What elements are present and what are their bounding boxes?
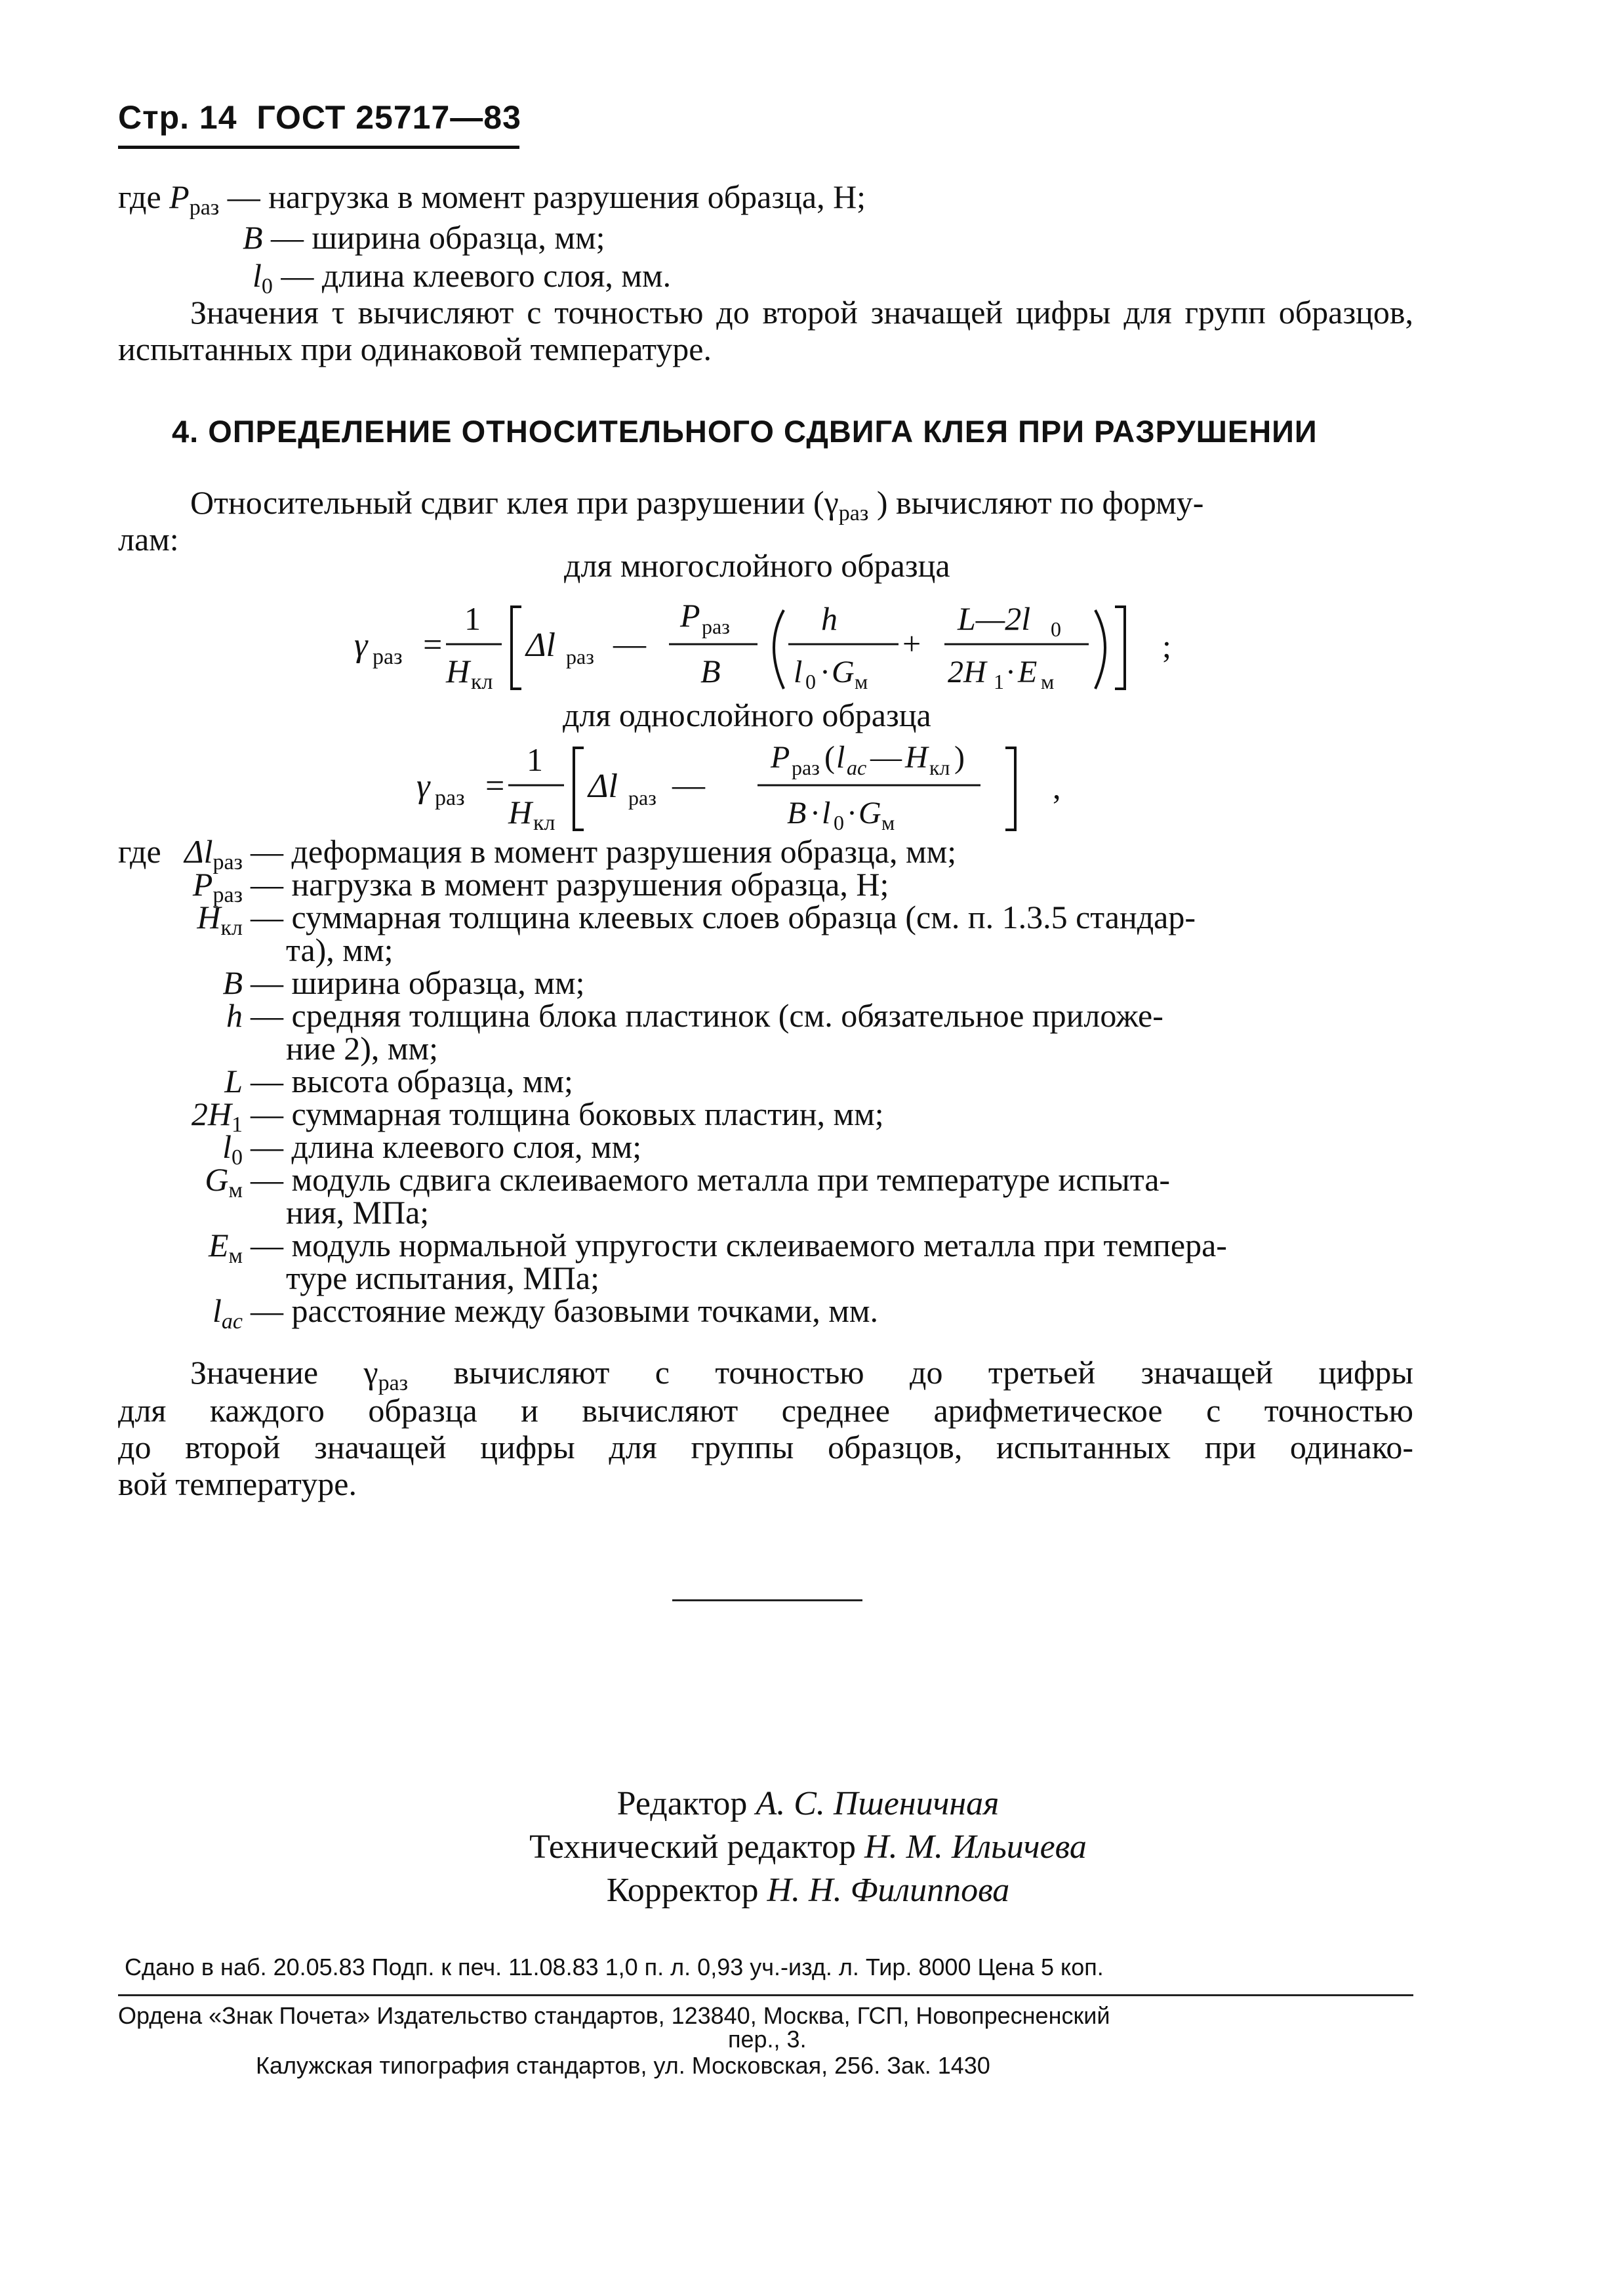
page-number: Стр. 14 bbox=[118, 99, 237, 136]
lac-sub: ac bbox=[847, 756, 867, 779]
formula1-caption: для многослойного образца bbox=[564, 547, 950, 584]
def-text: — ширина образца, мм; bbox=[251, 964, 585, 1001]
def-text: — суммарная толщина боковых пластин, мм; bbox=[251, 1096, 884, 1132]
numerator-one: 1 bbox=[464, 600, 481, 637]
def-symbol bbox=[226, 997, 243, 1038]
intro-text: Относительный сдвиг клея при разрушении (γ bbox=[190, 484, 839, 521]
def-symbol-main: B bbox=[222, 964, 243, 1001]
def-symbol bbox=[205, 1161, 243, 1202]
minus-sign: — bbox=[613, 625, 646, 662]
dot-sign: · bbox=[1005, 655, 1016, 689]
def-symbol: P bbox=[169, 178, 190, 215]
l0-symbol: l bbox=[794, 655, 803, 689]
delta-l-sub: раз bbox=[566, 645, 594, 668]
credit-role: Редактор bbox=[616, 1785, 748, 1822]
def-text: — длина клеевого слоя, мм. bbox=[281, 257, 672, 294]
final-line-1 bbox=[190, 1354, 1413, 1395]
p-symbol: P bbox=[680, 597, 700, 634]
right-bracket bbox=[1115, 607, 1125, 689]
def-symbol-main: h bbox=[226, 997, 243, 1034]
paren-open: ( bbox=[824, 740, 835, 775]
credit-role: Корректор bbox=[606, 1872, 759, 1909]
def-text: — высота образца, мм; bbox=[251, 1063, 573, 1099]
b-symbol: B bbox=[700, 653, 721, 689]
definition-continuation: та), мм; bbox=[286, 932, 394, 968]
e-sub: м bbox=[1041, 670, 1055, 693]
intro-cont: лам: bbox=[118, 521, 179, 558]
gamma-sub: раз bbox=[435, 786, 465, 810]
credit-role: Технический редактор bbox=[529, 1828, 857, 1866]
formula-multilayer bbox=[354, 590, 1220, 702]
l0-sub: 0 bbox=[805, 670, 816, 693]
hkl-symbol: H bbox=[508, 794, 533, 830]
def-text: — деформация в момент разрушения образца, мм; bbox=[251, 833, 957, 870]
hkl-symbol: H bbox=[446, 653, 470, 689]
header-rule bbox=[118, 146, 519, 149]
credit-editor bbox=[0, 1783, 1616, 1825]
separator-line bbox=[672, 1599, 862, 1601]
def-symbol-main: l bbox=[222, 1128, 232, 1165]
def-symbol-main: Δl bbox=[184, 833, 213, 870]
def-symbol-main: H bbox=[197, 899, 221, 935]
e-symbol: E bbox=[1018, 655, 1038, 689]
def-text: — длина клеевого слоя, мм; bbox=[251, 1128, 642, 1165]
def-text: — ширина образца, мм; bbox=[271, 219, 605, 256]
def-text: — модуль сдвига склеиваемого металла при температуре испыта- bbox=[251, 1161, 1171, 1198]
delta-l: Δl bbox=[588, 768, 618, 805]
standard-number: ГОСТ 25717—83 bbox=[256, 99, 521, 136]
def-symbol: B bbox=[243, 219, 263, 256]
definition-continuation: туре испытания, МПа; bbox=[286, 1260, 600, 1296]
left-bracket bbox=[574, 748, 584, 830]
g-sub: м bbox=[881, 811, 895, 834]
def-text: — нагрузка в момент разрушения образца, Н; bbox=[227, 178, 866, 215]
def-symbol-sub: кл bbox=[220, 916, 243, 940]
g-sub: м bbox=[855, 670, 868, 693]
g-symbol: G bbox=[832, 655, 855, 689]
intro-line bbox=[190, 484, 1413, 525]
def-text: — нагрузка в момент разрушения образца, Н; bbox=[251, 866, 889, 903]
lac-symbol: l bbox=[836, 740, 845, 775]
l0-symbol: l bbox=[822, 796, 831, 830]
def-symbol: l bbox=[253, 257, 262, 294]
credit-name: Н. М. Ильичева bbox=[864, 1828, 1087, 1866]
final-line-3: до второй значащей цифры для группы образцов, испытанных при одинако- bbox=[118, 1429, 1413, 1466]
final-text: Значение γ bbox=[190, 1354, 378, 1391]
formula2-caption: для однослойного образца bbox=[563, 697, 931, 733]
imprint-line-2: Ордена «Знак Почета» Издательство стандартов, 123840, Москва, ГСП, Новопресненский bbox=[118, 2002, 1110, 2029]
dot-sign: · bbox=[847, 796, 857, 830]
semicolon: ; bbox=[1162, 628, 1171, 665]
def-symbol-sub: раз bbox=[212, 883, 243, 907]
h-symbol: h bbox=[821, 600, 838, 637]
left-paren bbox=[774, 610, 784, 689]
def-text: — суммарная толщина клеевых слоев образца (см. п. 1.3.5 стандар- bbox=[251, 899, 1196, 935]
final-text-2: вычисляют с точностью до третьей значащей цифры bbox=[408, 1354, 1413, 1391]
def-symbol-sub: ac bbox=[221, 1309, 243, 1334]
l-2l0-symbol: L—2l bbox=[958, 600, 1031, 637]
credit-tech-editor bbox=[0, 1826, 1616, 1868]
formula-singlelayer bbox=[416, 731, 1085, 843]
dot-sign: · bbox=[820, 655, 830, 689]
top-def-row bbox=[118, 178, 866, 220]
def-symbol-sub: раз bbox=[189, 195, 220, 220]
def-symbol-main: G bbox=[205, 1161, 229, 1198]
def-symbol-main: 2H bbox=[191, 1096, 232, 1132]
def-symbol-main: l bbox=[212, 1292, 222, 1329]
delta-l: Δl bbox=[526, 626, 556, 664]
dot-sign: · bbox=[810, 796, 820, 830]
minus-sign: — bbox=[672, 766, 705, 803]
svg-text:γ: γ bbox=[354, 626, 368, 664]
g-symbol: G bbox=[859, 796, 881, 830]
2h1-symbol: 2H bbox=[948, 655, 986, 689]
hkl-symbol: H bbox=[905, 740, 928, 775]
def-text: — модуль нормальной упругости склеиваемого металла при темпера- bbox=[251, 1227, 1227, 1263]
hkl-sub: кл bbox=[533, 811, 556, 835]
left-bracket bbox=[512, 607, 521, 689]
final-sub: раз bbox=[378, 1371, 409, 1395]
def-symbol-main: L bbox=[224, 1063, 243, 1099]
l0-sub: 0 bbox=[1051, 617, 1061, 641]
section-title: 4. ОПРЕДЕЛЕНИЕ ОТНОСИТЕЛЬНОГО СДВИГА КЛЕЯ ПРИ РАЗРУШЕНИИ bbox=[172, 414, 1318, 449]
h1-sub: 1 bbox=[994, 670, 1004, 693]
definition-continuation: ния, МПа; bbox=[286, 1194, 430, 1231]
def-symbol-sub: раз bbox=[212, 850, 243, 874]
def-symbol-main: E bbox=[208, 1227, 229, 1263]
final-line-2: для каждого образца и вычисляют среднее арифметическое с точностью bbox=[118, 1392, 1413, 1429]
credit-name: А. С. Пшеничная bbox=[756, 1785, 1000, 1822]
def-symbol bbox=[209, 1227, 243, 1268]
def-text: — средняя толщина блока пластинок (см. обязательное приложе- bbox=[251, 997, 1163, 1034]
p-symbol: P bbox=[771, 740, 790, 775]
svg-text:раз: раз bbox=[373, 645, 403, 669]
def-lead: где bbox=[118, 833, 161, 870]
b-symbol: B bbox=[787, 796, 807, 830]
right-bracket bbox=[1005, 748, 1015, 830]
right-paren bbox=[1095, 610, 1105, 689]
page-header bbox=[118, 98, 521, 136]
def-symbol-main: P bbox=[192, 866, 213, 903]
delta-l-sub: раз bbox=[628, 786, 656, 810]
comma: , bbox=[1053, 769, 1061, 806]
imprint-line-1: Сдано в наб. 20.05.83 Подп. к печ. 11.08.83 1,0 п. л. 0,93 уч.-изд. л. Тир. 8000 Цена 5 коп. bbox=[125, 1954, 1104, 1980]
plus-sign: + bbox=[902, 625, 921, 662]
minus-sign: — bbox=[870, 740, 902, 775]
def-text: — расстояние между базовыми точками, мм. bbox=[251, 1292, 878, 1329]
def-symbol-sub: м bbox=[228, 1244, 243, 1268]
l0-sub: 0 bbox=[834, 811, 844, 834]
def-symbol-sub: 1 bbox=[232, 1113, 243, 1137]
imprint-line-4: Калужская типография стандартов, ул. Московская, 256. Зак. 1430 bbox=[256, 2052, 990, 2079]
def-symbol-sub: 0 bbox=[261, 274, 273, 298]
def-symbol-sub: м bbox=[228, 1178, 243, 1202]
top-def-row bbox=[253, 257, 671, 298]
top-def-row bbox=[243, 219, 605, 256]
top-paragraph: Значения τ вычисляют с точностью до второй значащей цифры для групп образцов, испытанных при одинаковой температуре. bbox=[118, 294, 1413, 367]
gamma-symbol: γ bbox=[416, 768, 430, 805]
imprint-rule bbox=[118, 1994, 1413, 1996]
gamma-symbol bbox=[354, 626, 403, 669]
def-lead: где bbox=[118, 178, 161, 215]
intro-sub: раз bbox=[838, 501, 869, 525]
imprint-line-3: пер., 3. bbox=[728, 2026, 807, 2053]
def-symbol bbox=[197, 899, 243, 940]
definition-continuation: ние 2), мм; bbox=[286, 1030, 439, 1067]
p-sub: раз bbox=[792, 756, 820, 779]
final-line-4: вой температуре. bbox=[118, 1466, 357, 1502]
def-symbol-sub: 0 bbox=[232, 1145, 243, 1170]
paren-close: ) bbox=[954, 740, 965, 775]
intro-text-2: ) вычисляют по форму- bbox=[868, 484, 1204, 521]
credit-corrector bbox=[0, 1870, 1616, 1912]
equals-sign: = bbox=[485, 768, 505, 805]
credit-name: Н. Н. Филиппова bbox=[767, 1872, 1010, 1909]
hkl-sub: кл bbox=[929, 756, 950, 779]
equals-sign: = bbox=[423, 626, 443, 664]
p-sub: раз bbox=[702, 615, 730, 638]
hkl-sub: кл bbox=[471, 670, 493, 694]
def-symbol bbox=[212, 1292, 243, 1334]
numerator-one: 1 bbox=[527, 741, 543, 778]
